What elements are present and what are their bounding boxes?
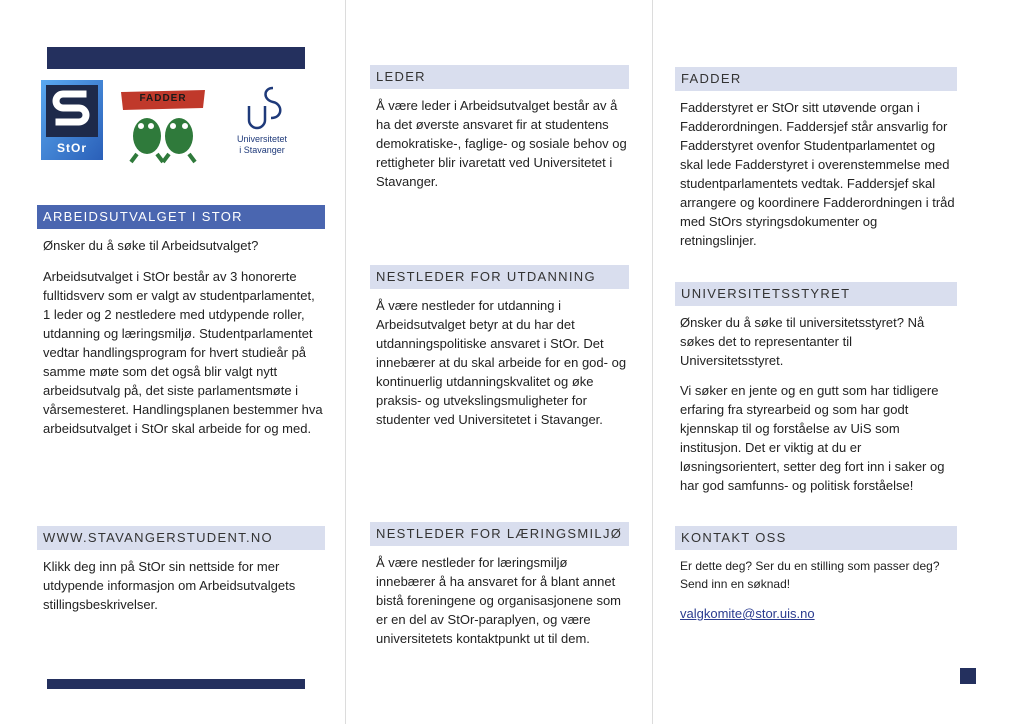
arbeidsutvalget-question: Ønsker du å søke til Arbeidsutvalget? [43, 238, 259, 253]
corner-square [960, 668, 976, 684]
fadder-heading: FADDER [675, 67, 957, 91]
universitetsstyret-question: Ønsker du å søke til universitetsstyret? Nå søkes det to representanter til Universitetsstyret. [680, 315, 925, 368]
bottom-bar [47, 679, 305, 689]
top-bar [47, 47, 305, 69]
utdanning-heading: NESTLEDER FOR UTDANNING [370, 265, 629, 289]
kontakt-email-link[interactable]: valgkomite@stor.uis.no [680, 606, 815, 621]
website-heading: WWW.STAVANGERSTUDENT.NO [37, 526, 325, 550]
kontakt-heading: KONTAKT OSS [675, 526, 957, 550]
utdanning-body: Å være nestleder for utdanning i Arbeidsutvalget betyr at du har det utdanningspolitiske ansvaret i StOr. Det innebærer at du skal arbeide for en god- og kontinuerlig utdanningskvalitet og øke praksis- og utvekslingsmuligheter for studenter ved Universitetet i Stavanger. [376, 298, 627, 427]
uis-logo-line1: Universitetet [236, 134, 288, 144]
universitetsstyret-heading: UNIVERSITETSSTYRET [675, 282, 957, 306]
website-body: Klikk deg inn på StOr sin nettside for mer utdypende informasjon om Arbeidsutvalgets stillingsbeskrivelser. [43, 559, 296, 612]
uis-logo-graphic [229, 84, 295, 134]
arbeidsutvalget-body: Arbeidsutvalget i StOr består av 3 honorerte fulltidsverv som er valgt av studentparlamentet, 1 leder og 2 nestledere med utdypende roller, utdanning og læringsmiljø. Studentparlamentet vedtar handlingsprogram for hvert studieår på samme møte som det også blir valgt nytt arbeidsutvalg på, det siste parlamentsmøte i vårsemesteret. Handlingsplanen bestemmer hva arbeidsutvalget i StOr skal arbeide for og med. [43, 269, 323, 436]
stor-logo [41, 80, 103, 160]
fadder-body: Fadderstyret er StOr sitt utøvende organ i Fadderordningen. Faddersjef står ansvarlig for Fadderstyret ovenfor Studentparlamentet og skal lede Fadderstyret i overenstemmelse med studentparlamentets vedtak. Faddersjef skal arrangere og koordinere Fadderordningen i tråd med StOrs styringsdokumenter og retningslinjer. [680, 100, 955, 248]
kontakt-body: Er dette deg? Ser du en stilling som passer deg? Send inn en søknad! [680, 559, 940, 591]
stor-logo-text: StOr [56, 141, 87, 155]
laeringsmiljo-heading: NESTLEDER FOR LÆRINGSMILJØ [370, 522, 629, 546]
column-divider-right [652, 0, 653, 724]
column-divider-left [345, 0, 346, 724]
universitetsstyret-body: Vi søker en jente og en gutt som har tidligere erfaring fra styrearbeid og som har godt kjennskap til og forståelse av UiS som institusjon. Det er viktig at du er løsningsorientert, setter deg fort inn i saker og har god samfunns- og politisk forståelse! [680, 383, 945, 493]
leder-heading: LEDER [370, 65, 629, 89]
uis-logo-line2: i Stavanger [239, 145, 285, 155]
laeringsmiljo-body: Å være nestleder for læringsmiljø innebærer å ha ansvaret for å blant annet bistå foreningene og organisasjonene som er en del av StOr-paraplyen, og være universitetets kontaktpunkt ut til dem. [376, 555, 622, 646]
leder-body: Å være leder i Arbeidsutvalget består av å ha det øverste ansvaret fir at studentens demokratiske-, faglige- og sosiale behov og rettigheter blir ivaretatt ved Universitetet i Stavanger. [376, 98, 627, 189]
uis-logo [229, 84, 295, 162]
fadder-logo-text: FADDER [139, 93, 187, 104]
arbeidsutvalget-heading: ARBEIDSUTVALGET I STOR [37, 205, 325, 229]
fadder-logo [117, 86, 209, 164]
